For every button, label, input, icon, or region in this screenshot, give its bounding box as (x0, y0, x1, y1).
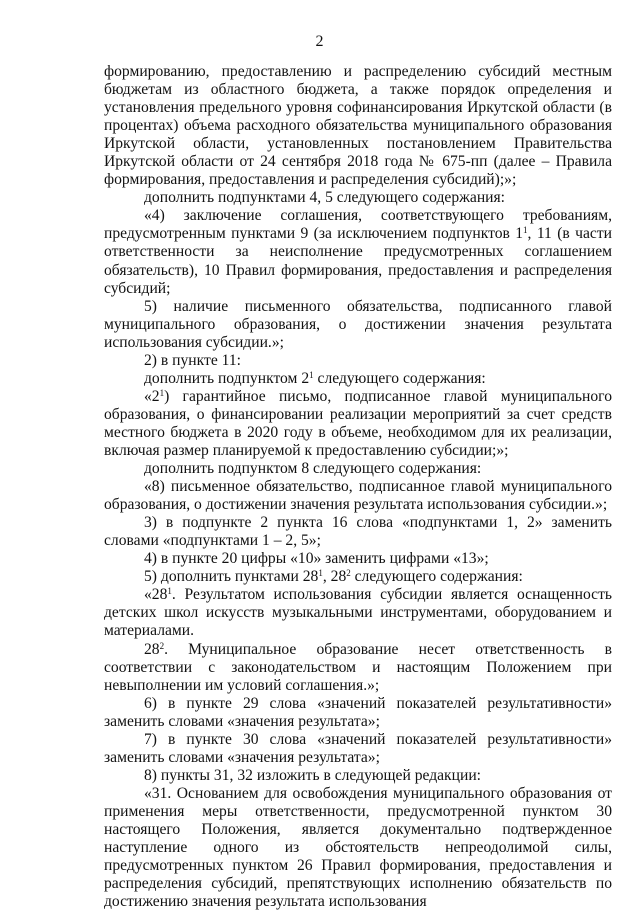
paragraph-text: 8) пункты 31, 32 изложить в следующей редакции: (144, 766, 482, 784)
superscript: 1 (523, 225, 528, 236)
document-body (104, 63, 612, 911)
superscript: 1 (159, 387, 165, 398)
paragraph-text: «8) письменное обязательство, подписанное главой муниципального образования, о достижении значения результата использования субсидии.»; (104, 478, 612, 514)
superscript: 2 (346, 568, 351, 579)
paragraph (104, 785, 612, 911)
paragraph-text: 5) дополнить пунктами 28 (144, 568, 319, 586)
page-number: 2 (315, 33, 324, 50)
paragraph (104, 550, 612, 568)
paragraph (104, 478, 612, 514)
paragraph-text: следующего содержания: (350, 568, 523, 586)
paragraph (104, 370, 612, 388)
paragraph (104, 460, 612, 478)
superscript: 1 (309, 369, 314, 380)
paragraph-text: 28 (144, 640, 160, 658)
paragraph (104, 352, 612, 370)
paragraph (104, 641, 612, 695)
paragraph (104, 731, 612, 767)
paragraph-text: формированию, предоставлению и распределению субсидий местным бюджетам из областного бюджета, а также порядок определения и установления предельного уровня софинансирования Иркутской области (в процентах) объема расходного обязательства муниципального образования Иркутской области, установленных постановлением Правительства Иркутской области от 24 сентября 2018 года № 675-пп (далее – Правила формирования, предоставления и распределения субсидий);»; (104, 63, 612, 189)
superscript: 1 (167, 586, 172, 597)
paragraph (104, 568, 612, 586)
paragraph (104, 695, 612, 731)
paragraph-text: , 28 (322, 568, 347, 586)
paragraph (104, 767, 612, 785)
paragraph (104, 388, 612, 460)
superscript: 1 (318, 568, 323, 579)
paragraph-text: следующего содержания: (313, 369, 486, 387)
paragraph-text: дополнить подпунктами 4, 5 следующего содержания: (144, 189, 506, 207)
paragraph (104, 207, 612, 297)
paragraph-text: 2) в пункте 11: (144, 351, 241, 369)
paragraph-text: «4) заключение соглашения, соответствующего требованиям, предусмотренным пунктами 9 (за исключением подпунктов 1 (104, 207, 612, 243)
paragraph-text: «31. Основанием для освобождения муниципального образования от применения меры ответственности, предусмотренной пунктом 30 настоящего Положения, является документально подтвержденное наступление одного из обстоятельств непреодолимой силы, предусмотренных пунктом 26 Правил формирования, предоставления и распределения субсидий, препятствующих исполнению обязательств по достижению значения результата использования (104, 784, 612, 911)
paragraph-text: ) гарантийное письмо, подписанное главой муниципального образования, о финансировании реализации мероприятий за счет средств местного бюджета в 2020 году в объеме, необходимом для их реализации, включая размер планируемой к предоставлению субсидии;»; (104, 387, 612, 459)
paragraph-text: 5) наличие письменного обязательства, подписанного главой муниципального образования, о достижении значения результата использования субсидии.»; (104, 297, 612, 351)
paragraph-text: дополнить подпунктом 2 (144, 369, 310, 387)
paragraph-text: 4) в пункте 20 цифры «10» заменить цифрами «13»; (144, 550, 489, 568)
paragraph (104, 514, 612, 550)
paragraph-text: . Результатом использования субсидии является оснащенность детских школ искусств музыкальными инструментами, оборудованием и материалами. (104, 586, 612, 640)
paragraph-text: «2 (144, 387, 160, 405)
paragraph-text: дополнить подпунктом 8 следующего содержания: (144, 460, 482, 478)
paragraph-text: «28 (144, 586, 168, 604)
superscript: 2 (159, 640, 165, 651)
paragraph-text: 6) в пункте 29 слова «значений показателей результативности» заменить словами «значения результата»; (104, 694, 612, 730)
paragraph (104, 189, 612, 207)
paragraph (104, 298, 612, 352)
paragraph-text: 7) в пункте 30 слова «значений показателей результативности» заменить словами «значения результата»; (104, 730, 612, 766)
paragraph-text: , 11 (в части ответственности за неисполнение предусмотренных соглашением обязательств), 10 Правил формирования, предоставления и распределения субсидий; (104, 225, 612, 297)
paragraph (104, 586, 612, 640)
paragraph (104, 63, 612, 189)
paragraph-text: . Муниципальное образование несет ответственность в соответствии с законодательством и настоящим Положением при невыполнении им условий соглашения.»; (104, 640, 612, 694)
paragraph-text: 3) в подпункте 2 пункта 16 слова «подпунктами 1, 2» заменить словами «подпунктами 1 – 2, 5»; (104, 514, 612, 550)
